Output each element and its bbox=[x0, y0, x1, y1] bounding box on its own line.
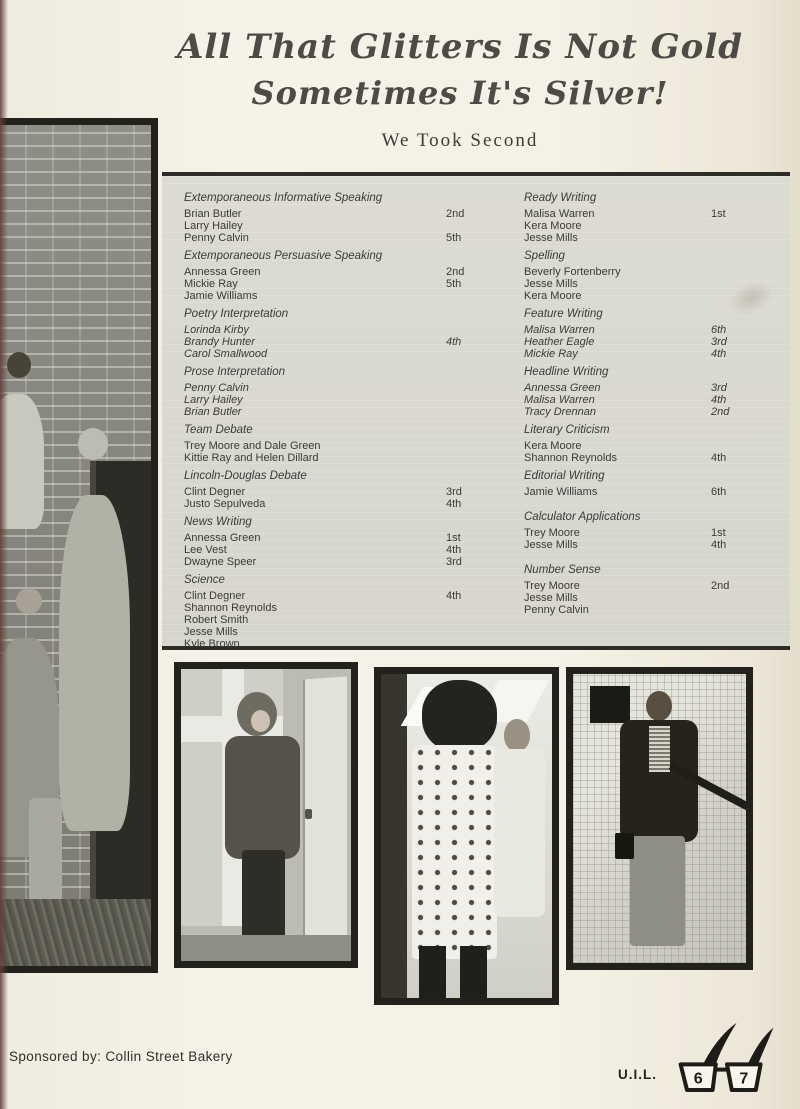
result-row bbox=[524, 266, 774, 278]
left-page-number: 6 bbox=[693, 1070, 703, 1088]
result-section bbox=[184, 470, 494, 510]
event-title: Science bbox=[184, 574, 225, 586]
competitor-name: Malisa Warren bbox=[524, 324, 595, 336]
shadow-leg bbox=[419, 946, 446, 998]
photo-girl-in-doorway bbox=[174, 662, 358, 968]
competitor-name: Kera Moore bbox=[524, 440, 582, 452]
results-column-left bbox=[184, 186, 494, 650]
result-section bbox=[184, 424, 494, 464]
result-section bbox=[524, 564, 774, 616]
competitor-name: Jesse Mills bbox=[524, 232, 578, 244]
result-section bbox=[524, 366, 774, 418]
wall-sign bbox=[590, 686, 630, 724]
competitor-name: Kittie Ray and Helen Dillard bbox=[184, 452, 319, 464]
event-title: Feature Writing bbox=[524, 308, 603, 320]
competitor-name: Beverly Fortenberry bbox=[524, 266, 621, 278]
right-page-number: 7 bbox=[739, 1070, 749, 1088]
event-title: Prose Interpretation bbox=[184, 366, 286, 378]
page-title-line1: All That Glitters Is Not Gold bbox=[176, 27, 744, 67]
headline-block bbox=[170, 24, 750, 152]
competitor-name: Robert Smith bbox=[184, 614, 249, 626]
result-row bbox=[524, 324, 774, 336]
competitor-name: Brian Butler bbox=[184, 406, 242, 418]
competitor-name: Annessa Green bbox=[524, 382, 601, 394]
result-section bbox=[524, 308, 774, 360]
result-row bbox=[524, 220, 774, 232]
result-section bbox=[524, 192, 774, 244]
place-ranking: 4th bbox=[446, 590, 462, 602]
result-row bbox=[524, 336, 774, 348]
competitor-name: Brian Butler bbox=[184, 208, 242, 220]
competitor-name: Shannon Reynolds bbox=[524, 452, 617, 464]
event-title: Number Sense bbox=[524, 564, 601, 576]
competitor-name: Tracy Drennan bbox=[524, 406, 596, 418]
competitor-name: Larry Hailey bbox=[184, 220, 243, 232]
man-jeans bbox=[630, 836, 685, 946]
event-title: Extemporaneous Persuasive Speaking bbox=[184, 250, 383, 262]
page-binding-edge bbox=[0, 0, 8, 1109]
result-row bbox=[184, 486, 494, 498]
grass bbox=[0, 899, 151, 966]
result-row bbox=[184, 336, 494, 348]
place-ranking: 5th bbox=[446, 232, 462, 244]
result-row bbox=[524, 208, 774, 220]
event-title: News Writing bbox=[184, 516, 252, 528]
group-photo-brick-wall bbox=[0, 118, 158, 973]
competitor-name: Clint Degner bbox=[184, 486, 246, 498]
competitor-name: Brandy Hunter bbox=[184, 336, 255, 348]
result-section bbox=[184, 516, 494, 568]
competitor-name: Heather Eagle bbox=[524, 336, 595, 348]
photo-hallway-floral-dress bbox=[374, 667, 559, 1005]
shadow-leg bbox=[460, 946, 487, 998]
result-row bbox=[184, 232, 494, 244]
result-row bbox=[184, 208, 494, 220]
page-title-line2: Sometimes It's Silver! bbox=[251, 74, 669, 112]
event-title: Calculator Applications bbox=[524, 511, 641, 523]
woman-curly-hair bbox=[422, 680, 497, 751]
competitor-name: Lorinda Kirby bbox=[184, 324, 249, 336]
result-row bbox=[184, 266, 494, 278]
place-ranking: 4th bbox=[446, 498, 462, 510]
result-row bbox=[184, 324, 494, 336]
result-row bbox=[184, 532, 494, 544]
result-row bbox=[524, 406, 774, 418]
result-row bbox=[524, 232, 774, 244]
girl-pants bbox=[242, 850, 285, 938]
place-ranking: 4th bbox=[711, 539, 727, 551]
competitor-name: Justo Sepulveda bbox=[184, 498, 266, 510]
glasses-icon bbox=[663, 1018, 775, 1098]
result-row bbox=[524, 440, 774, 452]
competitor-name: Kera Moore bbox=[524, 220, 582, 232]
object-in-hand bbox=[615, 833, 634, 859]
competitor-name: Mickie Ray bbox=[184, 278, 238, 290]
place-ranking: 4th bbox=[711, 348, 727, 360]
competitor-name: Jesse Mills bbox=[184, 626, 238, 638]
door-knob bbox=[305, 809, 312, 819]
competitor-name: Lee Vest bbox=[184, 544, 227, 556]
student-head bbox=[78, 428, 108, 460]
girl-sweater bbox=[225, 736, 300, 859]
student-figure bbox=[59, 495, 129, 831]
result-row bbox=[524, 539, 774, 551]
place-ranking: 1st bbox=[446, 532, 461, 544]
result-row bbox=[524, 604, 774, 616]
competitor-name: Jamie Williams bbox=[184, 290, 258, 302]
striped-shirt bbox=[649, 726, 670, 772]
event-title: Extemporaneous Informative Speaking bbox=[184, 192, 383, 204]
result-row bbox=[184, 406, 494, 418]
place-ranking: 2nd bbox=[446, 266, 465, 278]
competitor-name: Dwayne Speer bbox=[184, 556, 257, 568]
student-head bbox=[16, 588, 42, 614]
event-title: Ready Writing bbox=[524, 192, 597, 204]
result-row bbox=[184, 348, 494, 360]
place-ranking: 3rd bbox=[446, 556, 462, 568]
result-row bbox=[184, 614, 494, 626]
place-ranking: 4th bbox=[446, 336, 462, 348]
result-section bbox=[184, 250, 494, 302]
uil-label: U.I.L. bbox=[618, 1067, 657, 1082]
place-ranking: 1st bbox=[711, 208, 726, 220]
result-row bbox=[184, 556, 494, 568]
result-section bbox=[524, 424, 774, 464]
result-row bbox=[184, 638, 494, 650]
place-ranking: 2nd bbox=[446, 208, 465, 220]
place-ranking: 5th bbox=[446, 278, 462, 290]
competitor-name: Jesse Mills bbox=[524, 592, 578, 604]
result-row bbox=[184, 452, 494, 464]
competitor-name: Annessa Green bbox=[184, 266, 261, 278]
boy-tshirt bbox=[494, 749, 545, 917]
result-row bbox=[524, 527, 774, 539]
competitor-name: Jesse Mills bbox=[524, 278, 578, 290]
competitor-name: Annessa Green bbox=[184, 532, 261, 544]
place-ranking: 2nd bbox=[711, 406, 730, 418]
competitor-name: Kyle Brown bbox=[184, 638, 240, 650]
event-title: Poetry Interpretation bbox=[184, 308, 289, 320]
place-ranking: 2nd bbox=[711, 580, 730, 592]
girl-face bbox=[251, 710, 270, 732]
result-row bbox=[184, 220, 494, 232]
photo-man-stairwell bbox=[566, 667, 753, 970]
uil-results-panel bbox=[162, 172, 790, 650]
floral-dress bbox=[412, 745, 498, 959]
competitor-name: Shannon Reynolds bbox=[184, 602, 277, 614]
result-row bbox=[184, 394, 494, 406]
place-ranking: 6th bbox=[711, 324, 727, 336]
folio-group bbox=[618, 1018, 778, 1098]
result-section bbox=[524, 470, 774, 498]
result-row bbox=[524, 580, 774, 592]
competitor-name: Penny Calvin bbox=[524, 604, 589, 616]
result-section bbox=[524, 511, 774, 551]
competitor-name: Malisa Warren bbox=[524, 208, 595, 220]
place-ranking: 6th bbox=[711, 486, 727, 498]
competitor-name: Trey Moore bbox=[524, 580, 580, 592]
result-section bbox=[184, 308, 494, 360]
result-section bbox=[184, 192, 494, 244]
result-row bbox=[184, 278, 494, 290]
result-row bbox=[184, 626, 494, 638]
result-row bbox=[524, 394, 774, 406]
result-row bbox=[524, 382, 774, 394]
result-row bbox=[184, 290, 494, 302]
result-row bbox=[524, 452, 774, 464]
place-ranking: 3rd bbox=[711, 382, 727, 394]
result-row bbox=[184, 498, 494, 510]
result-row bbox=[184, 602, 494, 614]
competitor-name: Larry Hailey bbox=[184, 394, 243, 406]
competitor-name: Mickie Ray bbox=[524, 348, 578, 360]
competitor-name: Malisa Warren bbox=[524, 394, 595, 406]
sponsor-credit: Sponsored by: Collin Street Bakery bbox=[9, 1049, 233, 1064]
event-title: Headline Writing bbox=[524, 366, 609, 378]
event-title: Literary Criticism bbox=[524, 424, 610, 436]
competitor-name: Penny Calvin bbox=[184, 382, 249, 394]
competitor-name: Clint Degner bbox=[184, 590, 246, 602]
man-face bbox=[646, 691, 672, 721]
floor bbox=[181, 935, 351, 961]
result-row bbox=[184, 590, 494, 602]
competitor-name: Kera Moore bbox=[524, 290, 582, 302]
page-subtitle: We Took Second bbox=[381, 130, 539, 151]
boy-face bbox=[504, 719, 530, 751]
results-column-right bbox=[524, 186, 774, 616]
result-row bbox=[524, 348, 774, 360]
event-title: Editorial Writing bbox=[524, 470, 605, 482]
place-ranking: 4th bbox=[711, 452, 727, 464]
place-ranking: 3rd bbox=[711, 336, 727, 348]
event-title: Spelling bbox=[524, 250, 565, 262]
competitor-name: Jesse Mills bbox=[524, 539, 578, 551]
competitor-name: Trey Moore bbox=[524, 527, 580, 539]
competitor-name: Jamie Williams bbox=[524, 486, 598, 498]
result-row bbox=[184, 544, 494, 556]
place-ranking: 1st bbox=[711, 527, 726, 539]
place-ranking: 4th bbox=[711, 394, 727, 406]
result-row bbox=[524, 592, 774, 604]
competitor-name: Penny Calvin bbox=[184, 232, 249, 244]
competitor-name: Trey Moore and Dale Green bbox=[184, 440, 321, 452]
competitor-name: Carol Smallwood bbox=[184, 348, 268, 360]
event-title: Team Debate bbox=[184, 424, 253, 436]
result-row bbox=[184, 382, 494, 394]
result-section bbox=[184, 574, 494, 650]
place-ranking: 3rd bbox=[446, 486, 462, 498]
result-row bbox=[184, 440, 494, 452]
result-row bbox=[524, 486, 774, 498]
event-title: Lincoln-Douglas Debate bbox=[184, 470, 307, 482]
place-ranking: 4th bbox=[446, 544, 462, 556]
result-section bbox=[184, 366, 494, 418]
